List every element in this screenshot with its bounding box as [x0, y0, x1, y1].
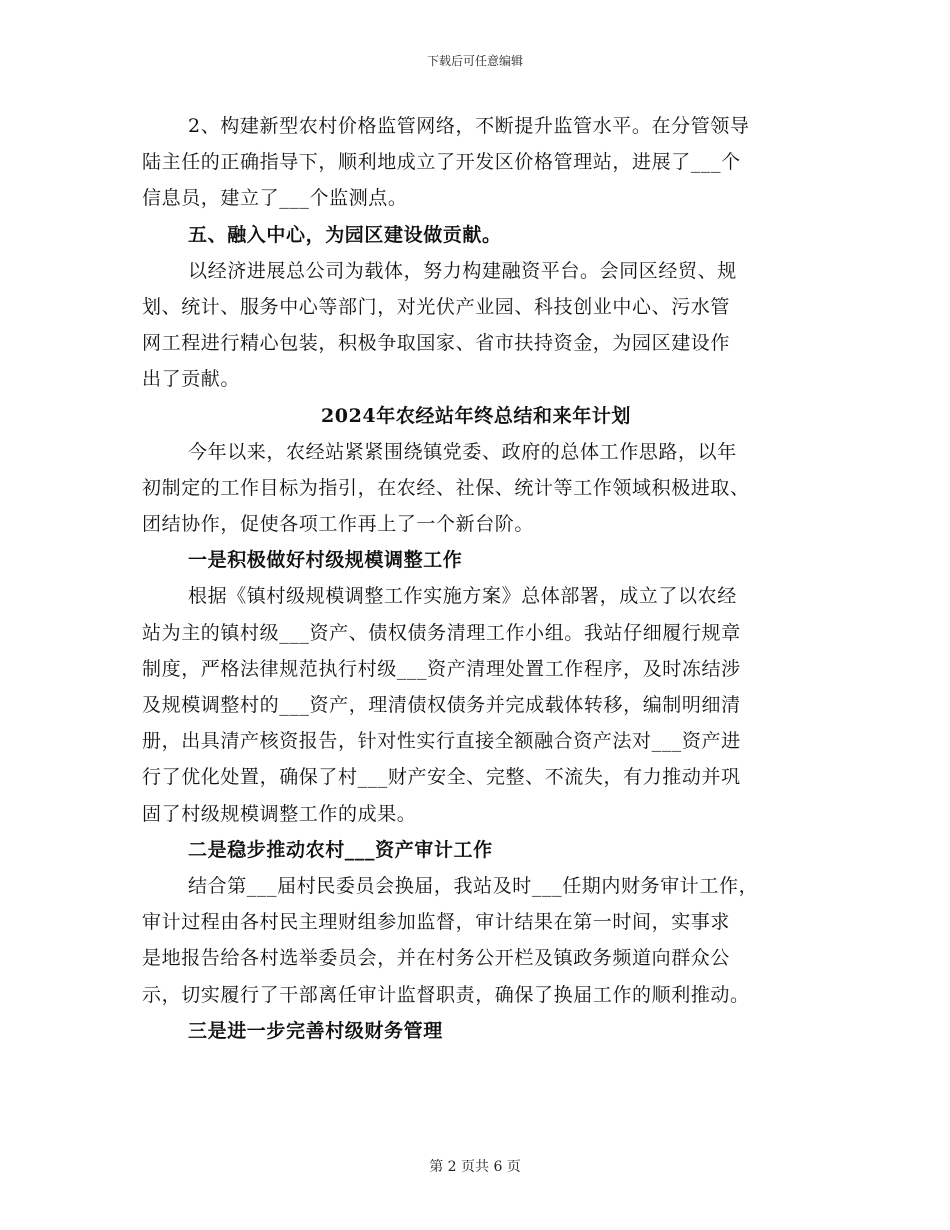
text-line: 及规模调整村的___资产，理清债权债务并完成载体转移，编制明细清	[142, 694, 741, 716]
text-line: 站为主的镇村级___资产、债权债务清理工作小组。我站仔细履行规章	[142, 621, 741, 644]
text-line: 初制定的工作目标为指引，在农经、社保、统计等工作领域积极进取、	[142, 476, 750, 499]
text-line: 网工程进行精心包装，积极争取国家、省市扶持资金，为园区建设作	[142, 332, 731, 355]
text-line: 是地报告给各村选举委员会，并在村务公开栏及镇政务频道向群众公	[142, 947, 731, 970]
document-body	[142, 108, 810, 1049]
text-line: 2、构建新型农村价格监管网络，不断提升监管水平。在分管领导	[188, 115, 750, 137]
text-line: 示，切实履行了干部离任审计监督职责，确保了换届工作的顺利推动。	[142, 983, 750, 1006]
section-heading: 二是稳步推动农村___资产审计工作	[188, 838, 493, 861]
text-line: 团结协作，促使各项工作再上了一个新台阶。	[142, 513, 535, 536]
text-line: 制度，严格法律规范执行村级___资产清理处置工作程序，及时冻结涉	[142, 657, 741, 680]
text-line: 结合第___届村民委员会换届，我站及时___任期内财务审计工作，	[188, 874, 759, 897]
text-line: 行了优化处置，确保了村___财产安全、完整、不流失，有力推动并巩	[142, 766, 741, 789]
document-title: 2024年农经站年终总结和来年计划	[320, 404, 632, 427]
text-line: 审计过程由各村民主理财组参加监督，审计结果在第一时间，实事求	[142, 911, 731, 934]
section-heading: 一是积极做好村级规模调整工作	[188, 549, 463, 572]
text-line: 固了村级规模调整工作的成果。	[142, 802, 417, 825]
section-heading: 三是进一步完善村级财务管理	[188, 1019, 443, 1042]
text-line: 以经济进展总公司为载体，努力构建融资平台。会同区经贸、规	[188, 259, 737, 282]
text-line: 划、统计、服务中心等部门，对光伏产业园、科技创业中心、污水管	[142, 295, 731, 318]
text-line: 陆主任的正确指导下，顺利地成立了开发区价格管理站，进展了___个	[142, 151, 741, 174]
text-line: 册，出具清产核资报告，针对性实行直接全额融合资产法对___资产进	[142, 730, 741, 753]
text-line: 根据《镇村级规模调整工作实施方案》总体部署，成立了以农经	[188, 585, 737, 608]
section-heading: 五、融入中心，为园区建设做贡献。	[188, 223, 502, 246]
text-line: 出了贡献。	[142, 368, 241, 391]
text-line: 今年以来，农经站紧紧围绕镇党委、政府的总体工作思路，以年	[188, 440, 737, 463]
page-footer: 第 2 页共 6 页	[429, 1159, 521, 1175]
page-header: 下载后可任意编辑	[426, 54, 523, 68]
text-line: 信息员，建立了___个监测点。	[142, 187, 408, 210]
